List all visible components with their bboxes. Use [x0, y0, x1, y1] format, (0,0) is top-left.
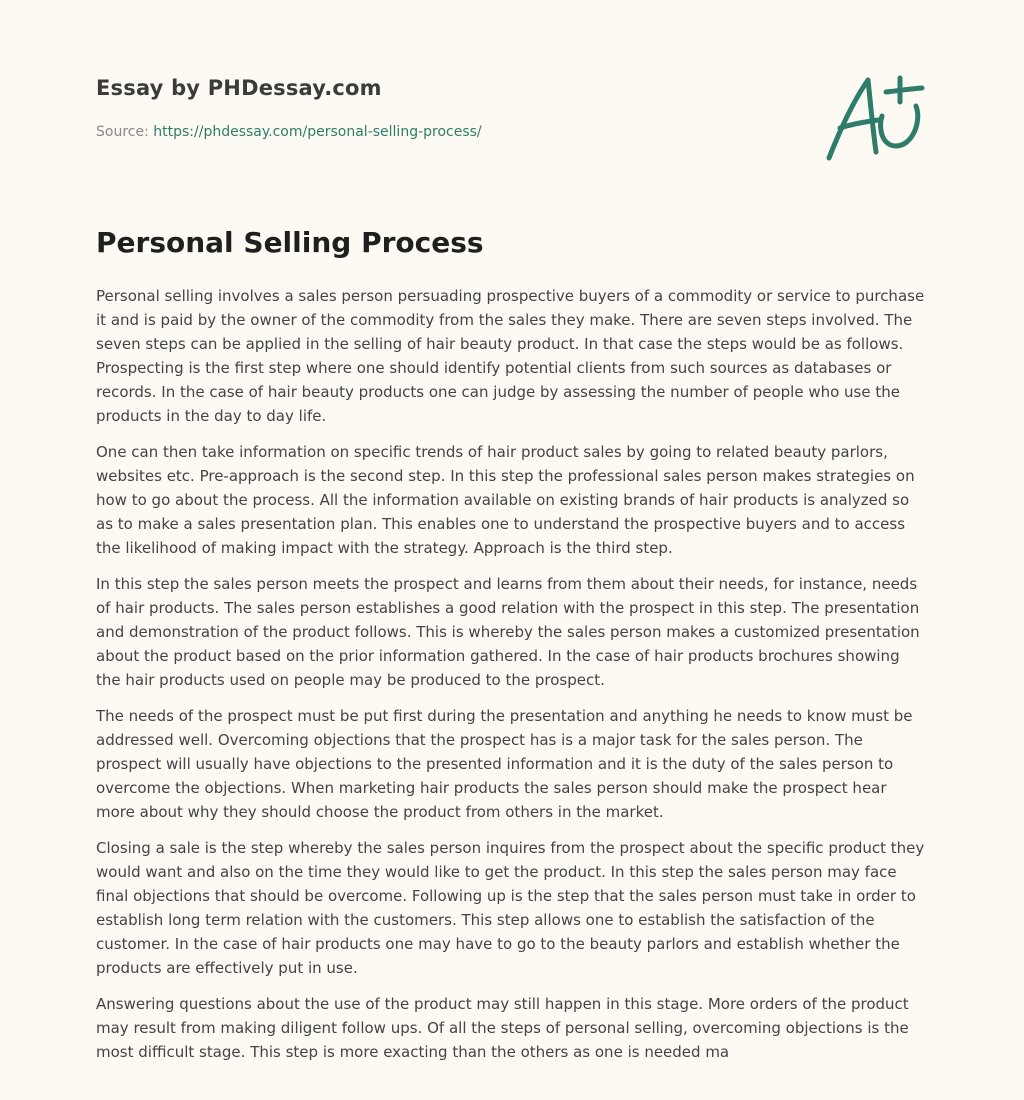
essay-body: [96, 284, 928, 1076]
a-plus-grade-icon: [826, 70, 926, 165]
essay-title: Personal Selling Process: [96, 226, 484, 259]
source-label: Source:: [96, 124, 154, 140]
essay-paragraph: In this step the sales person meets the prospect and learns from them about their needs, for instance, needs of hair products. The sales person establishes a good relation with the prospect in this step. The presentation and demonstration of the product follows. This is whereby the sales person makes a customized presentation about the product based on the prior information gathered. In the case of hair products brochures showing the hair products used on people may be produced to the prospect.: [96, 575, 920, 689]
site-brand: Essay by PHDessay.com: [96, 76, 382, 100]
source-line: [96, 124, 482, 140]
source-link[interactable]: https://phdessay.com/personal-selling-process/: [153, 124, 482, 140]
essay-paragraph: The needs of the prospect must be put first during the presentation and anything he needs to know must be addressed well. Overcoming objections that the prospect has is a major task for the sales person. The prospect will usually have objections to the presented information and it is the duty of the sales person to overcome the objections. When marketing hair products the sales person should make the prospect hear more about why they should choose the product from others in the market.: [96, 707, 913, 821]
essay-paragraph: Answering questions about the use of the product may still happen in this stage. More orders of the product may result from making diligent follow ups. Of all the steps of personal selling, overcoming objections is the most difficult stage. This step is more exacting than the others as one is needed ma: [96, 995, 909, 1061]
essay-paragraph: Closing a sale is the step whereby the sales person inquires from the prospect about the specific product they would want and also on the time they would like to get the product. In this step the sales person may face final objections that should be overcome. Following up is the step that the sales person must take in order to establish long term relation with the customers. This step allows one to establish the satisfaction of the customer. In the case of hair products one may have to go to the beauty parlors and establish whether the products are effectively put in use.: [96, 839, 925, 977]
essay-paragraph: Personal selling involves a sales person persuading prospective buyers of a commodity or service to purchase it and is paid by the owner of the commodity from the sales they make. There are seven steps involved. The seven steps can be applied in the selling of hair beauty product. In that case the steps would be as follows. Prospecting is the first step where one should identify potential clients from such sources as databases or records. In the case of hair beauty products one can judge by assessing the number of people who use the products in the day to day life.: [96, 287, 925, 425]
essay-paragraph: One can then take information on specific trends of hair product sales by going to related beauty parlors, websites etc. Pre-approach is the second step. In this step the professional sales person makes strategies on how to go about the process. All the information available on existing brands of hair products is analyzed so as to make a sales presentation plan. This enables one to understand the prospective buyers and to access the likelihood of making impact with the strategy. Approach is the third step.: [96, 443, 915, 557]
